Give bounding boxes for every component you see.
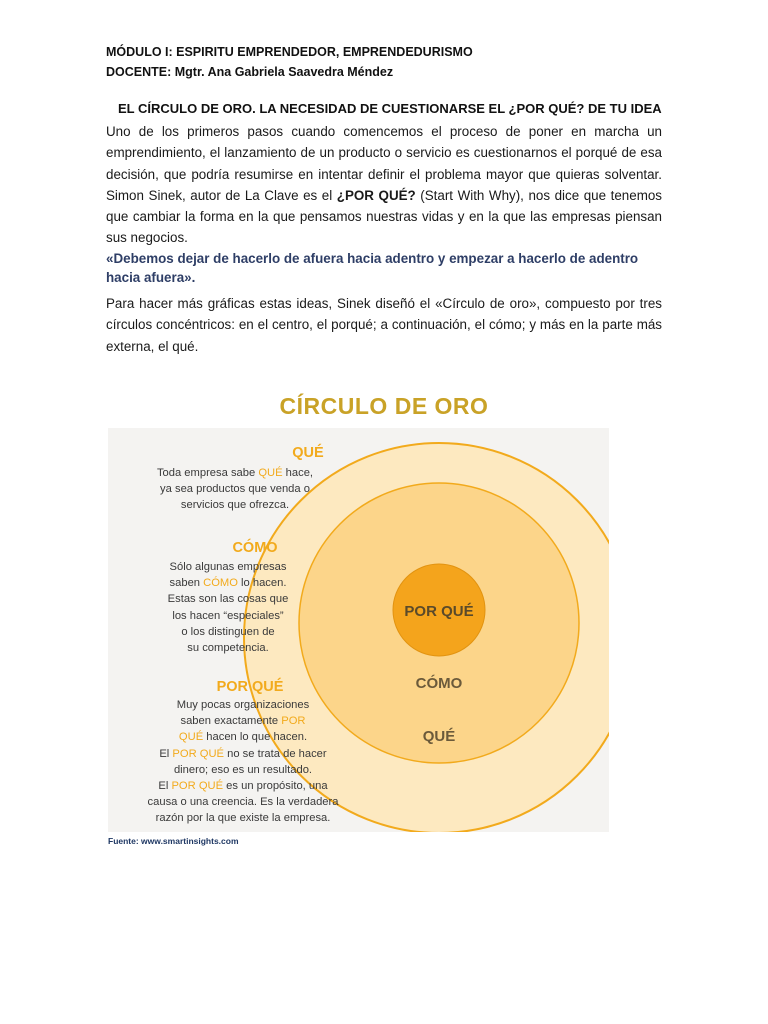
como-l2c: lo hacen. [237, 577, 287, 590]
porque-l6b: POR QUÉ [171, 780, 224, 793]
porque-heading: POR QUÉ [216, 679, 284, 695]
como-l6: su competencia. [187, 642, 269, 655]
como-l2a: saben [169, 577, 204, 590]
golden-circle-paragraph: Para hacer más gráficas estas ideas, Sinek diseñó el «Círculo de oro», compuesto por tres círculos concéntricos: en el centro, el porqué; a continuación, el cómo; y más en la parte más externa, el qué. [106, 296, 662, 354]
como-l2b: CÓMO [203, 577, 238, 590]
como-l5: o los distinguen de [181, 625, 275, 638]
module-header: MÓDULO I: ESPIRITU EMPRENDEDOR, EMPRENDEDURISMO [106, 45, 473, 59]
como-description [128, 559, 328, 656]
quote: «Debemos dejar de hacerlo de afuera hacia adentro y empezar a hacerlo de adentro hacia afuera». [106, 251, 639, 285]
que-l2: ya sea productos que venda o [160, 483, 310, 496]
que-l1b: QUÉ [258, 467, 283, 479]
intro-text-after: (Start With Why), nos dice que tenemos que cambiar la forma en la que pensamos nuestras vidas y en la que las empresas piensan sus negocios. [106, 187, 662, 246]
teacher-header: DOCENTE: Mgtr. Ana Gabriela Saavedra Méndez [106, 65, 394, 79]
porque-l1: Muy pocas organizaciones [176, 699, 310, 711]
que-description [108, 465, 362, 514]
porque-l6c: es un propósito, una [223, 780, 328, 793]
porque-l2b: POR [281, 715, 306, 728]
outer-circle-label: QUÉ [422, 728, 456, 745]
intro-text-before: Uno de los primeros pasos cuando comencemos el proceso de poner en marcha un emprendimiento, el lanzamiento de un producto o servicio es cuestionarnos el porqué de esa decisión, que podría resumirse en intentar definir el problema mayor que quieras solventar. Simon Sinek, autor de La Clave es el [106, 124, 662, 203]
porque-l3a: QUÉ [178, 731, 204, 744]
que-l1a: Toda empresa sabe [156, 467, 259, 479]
que-l1c: hace, [282, 467, 314, 479]
inner-circle-label: POR QUÉ [404, 603, 474, 620]
porque-l7: causa o una creencia. Es la verdadera [147, 796, 339, 809]
section-title: EL CÍRCULO DE ORO. LA NECESIDAD DE CUESTIONARSE EL ¿POR QUÉ? DE TU IDEA [118, 101, 662, 116]
como-l4: los hacen “especiales” [172, 609, 284, 622]
middle-circle-label: CÓMO [415, 675, 463, 692]
porque-l2a: saben exactamente [180, 715, 282, 728]
intro-paragraph [106, 121, 662, 249]
porque-l4c: no se trata de hacer [224, 747, 327, 760]
como-l1: Sólo algunas empresas [169, 561, 287, 573]
porque-l5: dinero; eso es un resultado. [173, 763, 313, 776]
source-link[interactable]: Fuente: www.smartinsights.com [108, 836, 239, 846]
porque-l4b: POR QUÉ [172, 747, 225, 760]
porque-l3b: hacen lo que hacen. [203, 731, 308, 744]
golden-circle-figure [108, 428, 609, 832]
que-l3: servicios que ofrezca. [180, 499, 290, 512]
porque-l4a: El [159, 747, 173, 760]
porque-l6a: El [158, 780, 172, 793]
porque-l8: razón por la que existe la empresa. [155, 812, 331, 825]
como-l3: Estas son las cosas que [167, 593, 289, 606]
figure-title: CÍRCULO DE ORO [279, 393, 489, 419]
que-heading: QUÉ [292, 445, 324, 461]
porque-description [118, 697, 368, 827]
como-heading: CÓMO [232, 540, 278, 556]
intro-text-bold: ¿POR QUÉ? [336, 187, 416, 203]
